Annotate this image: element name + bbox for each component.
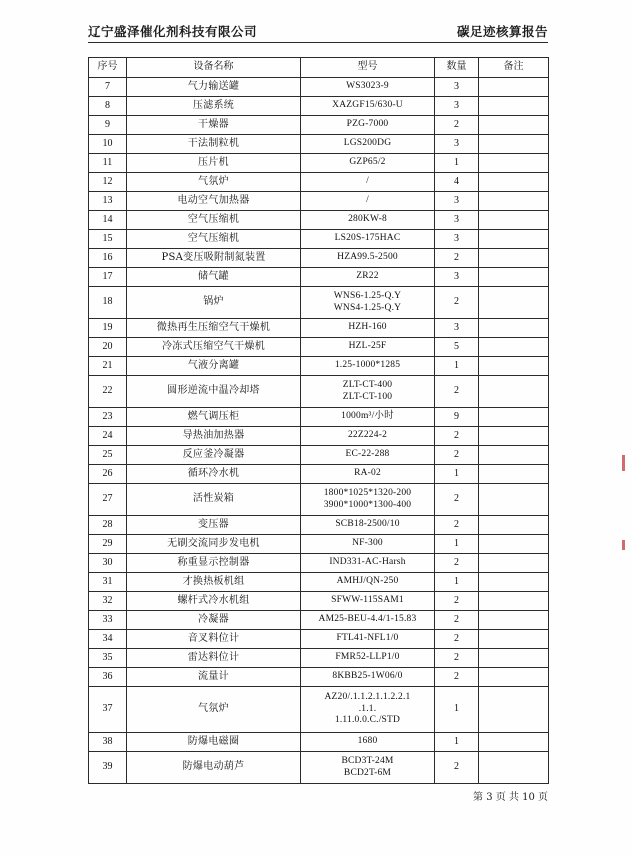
cell-equipment-name: 微热再生压缩空气干燥机 <box>127 319 301 338</box>
model-line: ZR22 <box>356 271 379 282</box>
cell-no: 14 <box>89 211 127 230</box>
cell-quantity: 1 <box>435 154 479 173</box>
model-line: EC-22-288 <box>345 449 390 460</box>
cell-model <box>301 535 435 554</box>
cell-no: 25 <box>89 446 127 465</box>
cell-remark <box>479 484 549 516</box>
table-row <box>89 338 549 357</box>
cell-remark <box>479 687 549 733</box>
cell-model <box>301 211 435 230</box>
model-line: HZH-160 <box>348 322 387 333</box>
table-row <box>89 357 549 376</box>
cell-model <box>301 135 435 154</box>
cell-equipment-name: 冷凝器 <box>127 611 301 630</box>
cell-remark <box>479 319 549 338</box>
cell-equipment-name: 流量计 <box>127 668 301 687</box>
cell-model <box>301 97 435 116</box>
model-line: WS3023-9 <box>346 81 389 92</box>
cell-quantity: 1 <box>435 573 479 592</box>
cell-quantity: 2 <box>435 668 479 687</box>
table-row <box>89 78 549 97</box>
cell-remark <box>479 611 549 630</box>
model-line: NF-300 <box>352 538 383 549</box>
cell-remark <box>479 211 549 230</box>
cell-model <box>301 192 435 211</box>
cell-no: 7 <box>89 78 127 97</box>
table-row <box>89 173 549 192</box>
model-line: HZA99.5-2500 <box>337 252 398 263</box>
table-row <box>89 135 549 154</box>
cell-quantity: 3 <box>435 319 479 338</box>
table-row <box>89 268 549 287</box>
table-row <box>89 427 549 446</box>
cell-equipment-name: 反应釜冷凝器 <box>127 446 301 465</box>
cell-model <box>301 427 435 446</box>
table-row <box>89 192 549 211</box>
cell-model <box>301 668 435 687</box>
table-row <box>89 592 549 611</box>
cell-model <box>301 592 435 611</box>
model-line: .1.1. <box>358 703 377 714</box>
cell-remark <box>479 192 549 211</box>
cell-model <box>301 733 435 752</box>
cell-remark <box>479 427 549 446</box>
model-line: 22Z224-2 <box>347 430 388 441</box>
cell-quantity: 3 <box>435 97 479 116</box>
table-row <box>89 668 549 687</box>
cell-remark <box>479 446 549 465</box>
table-row <box>89 573 549 592</box>
cell-no: 23 <box>89 408 127 427</box>
cell-no: 38 <box>89 733 127 752</box>
cell-quantity: 4 <box>435 173 479 192</box>
model-line: ZLT-CT-400 <box>342 379 393 390</box>
table-row <box>89 752 549 784</box>
cell-remark <box>479 733 549 752</box>
cell-model <box>301 338 435 357</box>
table-row <box>89 249 549 268</box>
cell-no: 29 <box>89 535 127 554</box>
cell-equipment-name: 空气压缩机 <box>127 230 301 249</box>
cell-model <box>301 611 435 630</box>
cell-equipment-name: 防爆电磁圈 <box>127 733 301 752</box>
cell-remark <box>479 592 549 611</box>
cell-model <box>301 173 435 192</box>
cell-model <box>301 249 435 268</box>
table-row <box>89 484 549 516</box>
cell-quantity: 2 <box>435 376 479 408</box>
model-line: 280KW-8 <box>348 214 387 225</box>
cell-model <box>301 649 435 668</box>
model-line: AM25-BEU-4.4/1-15.83 <box>318 614 417 625</box>
table-row <box>89 733 549 752</box>
model-line: XAZGF15/630-U <box>332 100 403 111</box>
cell-quantity: 3 <box>435 192 479 211</box>
cell-equipment-name: 导热油加热器 <box>127 427 301 446</box>
model-line: FTL41-NFL1/0 <box>336 633 399 644</box>
table-row <box>89 408 549 427</box>
cell-model <box>301 357 435 376</box>
cell-equipment-name: 音叉料位计 <box>127 630 301 649</box>
cell-no: 39 <box>89 752 127 784</box>
cell-quantity: 2 <box>435 484 479 516</box>
model-line: 1680 <box>357 736 378 747</box>
cell-no: 16 <box>89 249 127 268</box>
cell-no: 15 <box>89 230 127 249</box>
cell-remark <box>479 573 549 592</box>
cell-remark <box>479 465 549 484</box>
column-header-qty: 数量 <box>435 58 479 78</box>
cell-remark <box>479 630 549 649</box>
table-header-row <box>89 58 549 78</box>
cell-equipment-name: 冷冻式压缩空气干燥机 <box>127 338 301 357</box>
cell-no: 17 <box>89 268 127 287</box>
cell-no: 20 <box>89 338 127 357</box>
cell-remark <box>479 230 549 249</box>
model-line: BCD2T-6M <box>343 767 392 778</box>
model-line: 1.25-1000*1285 <box>334 360 401 371</box>
cell-remark <box>479 376 549 408</box>
cell-remark <box>479 338 549 357</box>
table-row <box>89 649 549 668</box>
model-line: LGS200DG <box>343 138 392 149</box>
cell-no: 30 <box>89 554 127 573</box>
cell-quantity: 2 <box>435 287 479 319</box>
cell-model <box>301 319 435 338</box>
cell-quantity: 2 <box>435 611 479 630</box>
model-line: SCB18-2500/10 <box>335 519 400 530</box>
model-line: 8KBB25-1W06/0 <box>332 671 403 682</box>
cell-quantity: 1 <box>435 535 479 554</box>
model-line: 3900*1000*1300-400 <box>323 499 412 510</box>
cell-equipment-name: 圆形逆流中温冷却塔 <box>127 376 301 408</box>
cell-remark <box>479 268 549 287</box>
document-title: 碳足迹核算报告 <box>456 24 548 39</box>
table-row <box>89 516 549 535</box>
cell-model <box>301 516 435 535</box>
cell-quantity: 2 <box>435 752 479 784</box>
cell-quantity: 2 <box>435 446 479 465</box>
cell-remark <box>479 357 549 376</box>
table-row <box>89 154 549 173</box>
cell-no: 35 <box>89 649 127 668</box>
cell-equipment-name: 电动空气加热器 <box>127 192 301 211</box>
header-divider <box>88 42 548 43</box>
cell-no: 32 <box>89 592 127 611</box>
table-body <box>89 78 549 784</box>
cell-no: 26 <box>89 465 127 484</box>
model-line: 1800*1025*1320-200 <box>323 487 412 498</box>
cell-equipment-name: 循环冷水机 <box>127 465 301 484</box>
cell-quantity: 2 <box>435 116 479 135</box>
table-row <box>89 116 549 135</box>
table-row <box>89 287 549 319</box>
model-line: IND331-AC-Harsh <box>329 557 406 568</box>
cell-equipment-name: 储气罐 <box>127 268 301 287</box>
cell-model <box>301 116 435 135</box>
cell-quantity: 1 <box>435 733 479 752</box>
cell-quantity: 5 <box>435 338 479 357</box>
table-row <box>89 230 549 249</box>
column-header-name: 设备名称 <box>127 58 301 78</box>
cell-model <box>301 484 435 516</box>
cell-quantity: 2 <box>435 630 479 649</box>
cell-quantity: 1 <box>435 465 479 484</box>
cell-remark <box>479 516 549 535</box>
cell-quantity: 3 <box>435 230 479 249</box>
margin-mark <box>622 540 625 550</box>
cell-no: 22 <box>89 376 127 408</box>
cell-equipment-name: 空气压缩机 <box>127 211 301 230</box>
cell-equipment-name: 干燥器 <box>127 116 301 135</box>
cell-no: 33 <box>89 611 127 630</box>
column-header-remark: 备注 <box>479 58 549 78</box>
cell-no: 11 <box>89 154 127 173</box>
cell-equipment-name: 气液分离罐 <box>127 357 301 376</box>
cell-equipment-name: 防爆电动葫芦 <box>127 752 301 784</box>
cell-no: 12 <box>89 173 127 192</box>
model-line: WNS4-1.25-Q.Y <box>333 302 402 313</box>
cell-remark <box>479 408 549 427</box>
cell-quantity: 3 <box>435 135 479 154</box>
cell-equipment-name: 干法制粒机 <box>127 135 301 154</box>
cell-model <box>301 376 435 408</box>
cell-model <box>301 687 435 733</box>
model-line: 1.11.0.0.C./STD <box>334 715 401 726</box>
cell-model <box>301 573 435 592</box>
cell-quantity: 3 <box>435 268 479 287</box>
cell-no: 24 <box>89 427 127 446</box>
cell-remark <box>479 554 549 573</box>
cell-quantity: 2 <box>435 592 479 611</box>
model-line: 1000m³/小时 <box>341 411 394 422</box>
model-line: PZG-7000 <box>346 119 389 130</box>
model-line: / <box>366 195 369 206</box>
page-header <box>88 22 548 40</box>
cell-remark <box>479 154 549 173</box>
cell-model <box>301 752 435 784</box>
cell-model <box>301 630 435 649</box>
cell-equipment-name: 变压器 <box>127 516 301 535</box>
cell-model <box>301 408 435 427</box>
cell-no: 13 <box>89 192 127 211</box>
cell-remark <box>479 249 549 268</box>
table-row <box>89 611 549 630</box>
cell-model <box>301 154 435 173</box>
cell-model <box>301 465 435 484</box>
cell-quantity: 2 <box>435 427 479 446</box>
model-line: RA-02 <box>354 468 381 479</box>
model-line: SFWW-115SAM1 <box>331 595 404 606</box>
cell-no: 8 <box>89 97 127 116</box>
cell-model <box>301 230 435 249</box>
column-header-no: 序号 <box>89 58 127 78</box>
cell-remark <box>479 752 549 784</box>
cell-quantity: 2 <box>435 554 479 573</box>
cell-model <box>301 287 435 319</box>
table-row <box>89 554 549 573</box>
model-line: WNS6-1.25-Q.Y <box>333 290 402 301</box>
cell-quantity: 9 <box>435 408 479 427</box>
column-header-model: 型号 <box>301 58 435 78</box>
cell-quantity: 2 <box>435 516 479 535</box>
cell-remark <box>479 97 549 116</box>
cell-equipment-name: 压滤系统 <box>127 97 301 116</box>
cell-no: 34 <box>89 630 127 649</box>
cell-no: 28 <box>89 516 127 535</box>
cell-model <box>301 268 435 287</box>
cell-equipment-name: 气力输送罐 <box>127 78 301 97</box>
cell-no: 27 <box>89 484 127 516</box>
cell-no: 9 <box>89 116 127 135</box>
table-row <box>89 446 549 465</box>
page-footer: 第 3 页 共 10 页 <box>473 792 548 803</box>
cell-equipment-name: 螺杆式冷水机组 <box>127 592 301 611</box>
cell-equipment-name: 气氛炉 <box>127 687 301 733</box>
cell-equipment-name: 燃气调压柜 <box>127 408 301 427</box>
cell-equipment-name: 气氛炉 <box>127 173 301 192</box>
cell-quantity: 3 <box>435 211 479 230</box>
model-line: GZP65/2 <box>349 157 386 168</box>
table-row <box>89 97 549 116</box>
table-row <box>89 465 549 484</box>
cell-quantity: 1 <box>435 357 479 376</box>
cell-remark <box>479 668 549 687</box>
table-row <box>89 376 549 408</box>
cell-remark <box>479 287 549 319</box>
model-line: BCD3T-24M <box>341 755 394 766</box>
cell-equipment-name: 称重显示控制器 <box>127 554 301 573</box>
cell-equipment-name: PSA变压吸附制氮装置 <box>127 249 301 268</box>
cell-no: 18 <box>89 287 127 319</box>
cell-equipment-name: 无刷交流同步发电机 <box>127 535 301 554</box>
cell-remark <box>479 649 549 668</box>
cell-model <box>301 554 435 573</box>
table-row <box>89 687 549 733</box>
cell-no: 37 <box>89 687 127 733</box>
cell-no: 19 <box>89 319 127 338</box>
cell-remark <box>479 78 549 97</box>
model-line: LS20S-175HAC <box>334 233 401 244</box>
model-line: ZLT-CT-100 <box>342 391 393 402</box>
cell-remark <box>479 535 549 554</box>
cell-quantity: 2 <box>435 249 479 268</box>
cell-no: 36 <box>89 668 127 687</box>
cell-model <box>301 446 435 465</box>
cell-quantity: 3 <box>435 78 479 97</box>
cell-remark <box>479 135 549 154</box>
model-line: HZL-25F <box>348 341 387 352</box>
cell-no: 21 <box>89 357 127 376</box>
cell-quantity: 2 <box>435 649 479 668</box>
cell-equipment-name: 活性炭箱 <box>127 484 301 516</box>
cell-no: 10 <box>89 135 127 154</box>
table-row <box>89 211 549 230</box>
margin-mark <box>622 455 625 471</box>
model-line: AMHJ/QN-250 <box>336 576 399 587</box>
cell-equipment-name: 锅炉 <box>127 287 301 319</box>
table-row <box>89 630 549 649</box>
cell-equipment-name: 雷达料位计 <box>127 649 301 668</box>
equipment-table <box>88 57 549 784</box>
model-line: AZ20/.1.1.2.1.1.2.2.1 <box>324 691 411 702</box>
model-line: FMR52-LLP1/0 <box>335 652 400 663</box>
cell-no: 31 <box>89 573 127 592</box>
cell-remark <box>479 116 549 135</box>
cell-remark <box>479 173 549 192</box>
model-line: / <box>366 176 369 187</box>
cell-model <box>301 78 435 97</box>
company-name: 辽宁盛泽催化剂科技有限公司 <box>88 24 258 39</box>
cell-quantity: 1 <box>435 687 479 733</box>
cell-equipment-name: 压片机 <box>127 154 301 173</box>
table-row <box>89 535 549 554</box>
table-row <box>89 319 549 338</box>
cell-equipment-name: 才换热板机组 <box>127 573 301 592</box>
